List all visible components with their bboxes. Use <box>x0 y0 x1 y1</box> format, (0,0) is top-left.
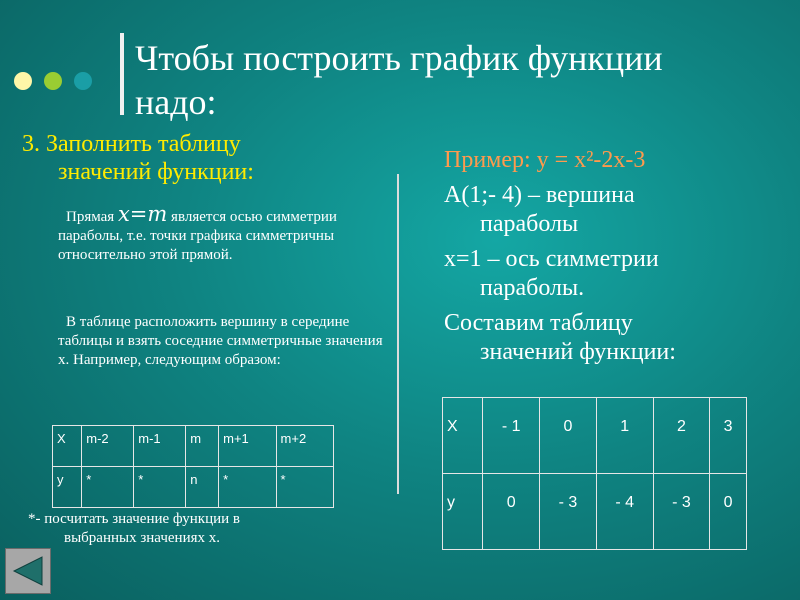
table-cell: - 4 <box>596 474 653 550</box>
table-cell: m <box>186 426 219 467</box>
table-cell: 0 <box>483 474 540 550</box>
title-line-1: Чтобы построить график функции <box>135 38 663 78</box>
back-button[interactable] <box>5 548 51 594</box>
footnote <box>28 510 388 548</box>
back-triangle-icon <box>6 549 50 593</box>
decorative-dots <box>14 72 92 90</box>
step-heading-line-2: значений функции: <box>58 159 254 185</box>
footnote-line-2: выбранных значениях х. <box>64 530 220 546</box>
table-cell: * <box>276 467 333 508</box>
table-cell: m-2 <box>82 426 134 467</box>
compose-line-2: значений функции: <box>480 339 676 365</box>
axis-statement <box>444 245 784 303</box>
table-row <box>53 467 334 508</box>
slide-title <box>135 36 775 124</box>
table-cell: - 3 <box>653 474 710 550</box>
symmetry-axis-formula: х=m <box>117 202 168 226</box>
example-values-table <box>442 397 747 550</box>
table-cell: у <box>53 467 82 508</box>
footnote-line-1: *- посчитать значение функции в <box>28 511 240 527</box>
axis-line-1: х=1 – ось симметрии <box>444 246 659 272</box>
paragraph-table-instructions-text: В таблице расположить вершину в середине таблицы и взять соседние симметричные значения х. Например, следующим образом: <box>58 314 383 368</box>
axis-line-2: параболы. <box>480 275 585 301</box>
step-heading-line-1: 3. Заполнить таблицу <box>22 131 241 157</box>
table-cell: 3 <box>710 398 747 474</box>
step-heading <box>22 130 392 186</box>
table-cell: X <box>443 398 483 474</box>
dot-yellow <box>14 72 32 90</box>
compose-line-1: Составим таблицу <box>444 310 633 336</box>
paragraph-symmetry-rest: является осью симметрии параболы, т.е. точки графика симметричны относительно этой прямой. <box>58 209 337 263</box>
vertex-statement <box>444 181 784 239</box>
table-cell: у <box>443 474 483 550</box>
table-cell: * <box>82 467 134 508</box>
table-cell: n <box>186 467 219 508</box>
table-cell: * <box>134 467 186 508</box>
vertex-line-1: А(1;- 4) – вершина <box>444 182 635 208</box>
example-title: Пример: у = х²-2х-3 <box>444 147 646 173</box>
paragraph-symmetry <box>58 202 383 265</box>
table-cell: m-1 <box>134 426 186 467</box>
paragraph-symmetry-lead: Прямая <box>66 209 118 225</box>
title-line-2: надо: <box>135 82 217 122</box>
table-cell: 0 <box>540 398 597 474</box>
paragraph-table-instructions <box>58 313 388 370</box>
table-cell: 0 <box>710 474 747 550</box>
table-cell: - 3 <box>540 474 597 550</box>
table-cell: - 1 <box>483 398 540 474</box>
table-row <box>443 398 747 474</box>
dot-green <box>44 72 62 90</box>
table-cell: 2 <box>653 398 710 474</box>
example-block <box>444 146 784 373</box>
table-cell: * <box>219 467 276 508</box>
general-values-table <box>52 425 334 508</box>
table-cell: m+1 <box>219 426 276 467</box>
vertex-line-2: параболы <box>480 211 579 237</box>
table-cell: X <box>53 426 82 467</box>
table-row <box>53 426 334 467</box>
table-cell: m+2 <box>276 426 333 467</box>
table-cell: 1 <box>596 398 653 474</box>
column-divider <box>397 174 399 494</box>
dot-teal <box>74 72 92 90</box>
compose-statement <box>444 309 784 367</box>
table-row <box>443 474 747 550</box>
title-accent-bar <box>120 33 124 115</box>
